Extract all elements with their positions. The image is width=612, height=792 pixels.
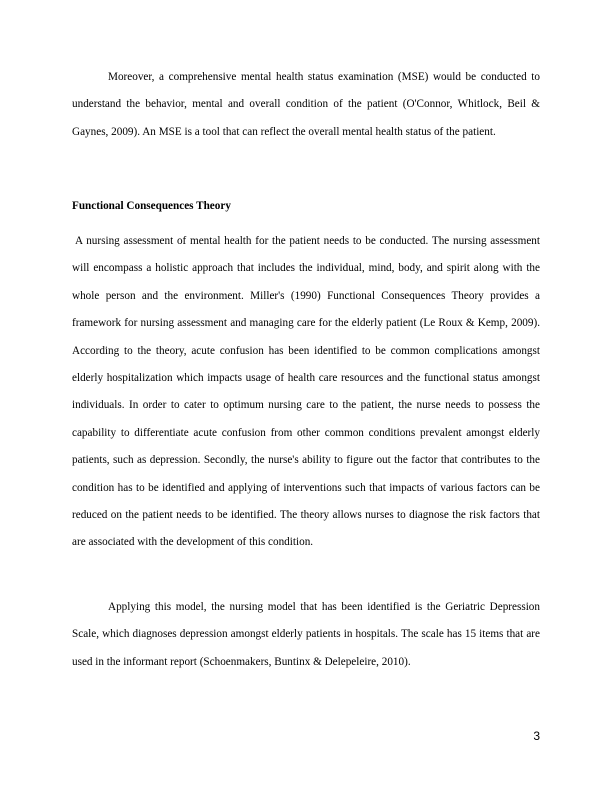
paragraph-theory: A nursing assessment of mental health for the patient needs to be conducted. The nursing assessment will encompass a holistic approach that includes the individual, mind, body, and spirit along with the whole person and the environment. Miller's (1990) Functional Consequences Theory provides a framework for nursing assessment and managing care for the elderly patient (Le Roux & Kemp, 2009). According to the theory, acute confusion has been identified to be common complications amongst elderly hospitalization which impacts usage of health care resources and the functional status amongst individuals. In order to cater to optimum nursing care to the patient, the nurse needs to possess the capability to differentiate acute confusion from other common conditions prevalent amongst elderly patients, such as depression. Secondly, the nurse's ability to figure out the factor that contributes to the condition has to be identified and applying of interventions such that impacts of various factors can be reduced on the patient needs to be identified. The theory allows nurses to diagnose the risk factors that are associated with the development of this condition. (72, 235, 540, 549)
paragraph-mse: Moreover, a comprehensive mental health status examination (MSE) would be conducted to understand the behavior, mental and overall condition of the patient (O'Connor, Whitlock, Beil & Gaynes, 2009). An MSE is a tool that can reflect the overall mental health status of the patient. (72, 71, 540, 138)
section-heading: Functional Consequences Theory (72, 200, 231, 212)
page-number: 3 (533, 729, 540, 743)
paragraph-model: Applying this model, the nursing model that has been identified is the Geriatric Depression Scale, which diagnoses depression amongst elderly patients in hospitals. The scale has 15 items that are used in the informant report (Schoenmakers, Buntinx & Delepeleire, 2010). (72, 601, 540, 668)
